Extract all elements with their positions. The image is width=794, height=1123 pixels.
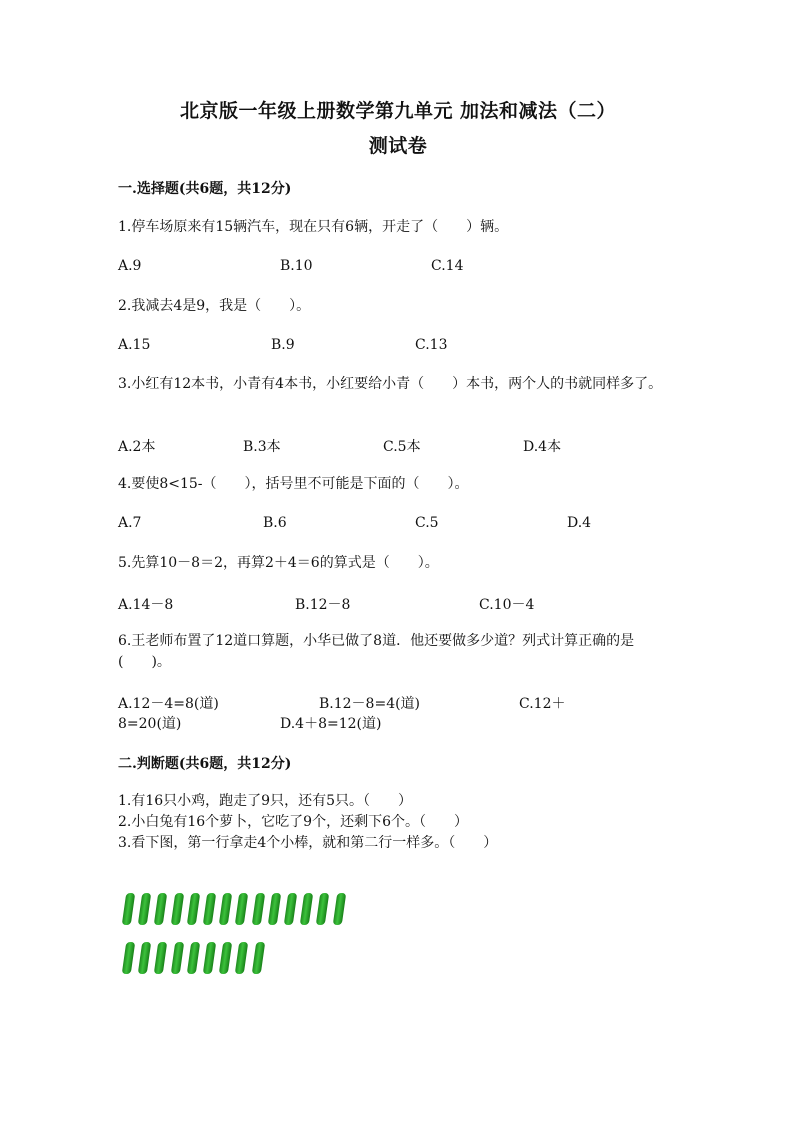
q1-option-a: A.9 bbox=[118, 258, 142, 274]
q3-option-b: B.3本 bbox=[243, 439, 281, 455]
stick bbox=[203, 893, 216, 925]
question-2: 2.我减去4是9，我是（ ）。 bbox=[118, 298, 311, 314]
stick bbox=[203, 942, 216, 974]
q5-option-c: C.10－4 bbox=[479, 597, 535, 613]
q4-option-d: D.4 bbox=[567, 515, 592, 531]
judge-3: 3.看下图，第一行拿走4个小棒，就和第二行一样多。（ ） bbox=[118, 835, 498, 851]
judge-2: 2.小白兔有16个萝卜，它吃了9个，还剩下6个。（ ） bbox=[118, 814, 468, 830]
question-3: 3.小红有12本书，小青有4本书，小红要给小青（ ）本书，两个人的书就同样多了。 bbox=[118, 376, 663, 392]
q6-option-c-continued: 8=20(道) bbox=[118, 716, 182, 732]
q3-option-c: C.5本 bbox=[383, 439, 421, 455]
q2-option-a: A.15 bbox=[118, 337, 151, 353]
stick bbox=[187, 893, 200, 925]
question-1: 1.停车场原来有15辆汽车，现在只有6辆，开走了（ ）辆。 bbox=[118, 219, 509, 235]
question-4: 4.要使8<15-（ ），括号里不可能是下面的（ ）。 bbox=[118, 476, 469, 492]
stick bbox=[300, 893, 313, 925]
page-subtitle: 测试卷 bbox=[368, 135, 428, 157]
stick bbox=[284, 893, 297, 925]
q4-option-a: A.7 bbox=[118, 515, 142, 531]
page-title: 北京版一年级上册数学第九单元 加法和减法（二） bbox=[179, 100, 617, 122]
question-6: 6.王老师布置了12道口算题，小华已做了8道．他还要做多少道？列式计算正确的是( )。 bbox=[118, 633, 635, 670]
stick bbox=[170, 942, 183, 974]
stick bbox=[219, 893, 232, 925]
stick bbox=[235, 942, 248, 974]
stick bbox=[251, 893, 264, 925]
section-heading-choice: 一.选择题(共6题，共12分) bbox=[118, 181, 292, 197]
stick bbox=[332, 893, 345, 925]
question-5: 5.先算10－8＝2，再算2＋4＝6的算式是（ ）。 bbox=[118, 555, 439, 571]
q6-option-a: A.12－4=8(道) bbox=[118, 696, 219, 712]
q6-option-b: B.12－8=4(道) bbox=[319, 696, 421, 712]
stick bbox=[138, 942, 151, 974]
q6-option-c: C.12＋ bbox=[519, 696, 566, 712]
stick bbox=[122, 893, 135, 925]
stick bbox=[268, 893, 281, 925]
q5-option-b: B.12－8 bbox=[295, 597, 351, 613]
stick bbox=[316, 893, 329, 925]
section-heading-judge: 二.判断题(共6题，共12分) bbox=[118, 756, 292, 772]
stick bbox=[138, 893, 151, 925]
q1-option-b: B.10 bbox=[280, 258, 313, 274]
stick bbox=[187, 942, 200, 974]
q1-option-c: C.14 bbox=[431, 258, 464, 274]
q4-option-c: C.5 bbox=[415, 515, 439, 531]
stick bbox=[235, 893, 248, 925]
stick bbox=[122, 942, 135, 974]
q2-option-b: B.9 bbox=[271, 337, 295, 353]
stick bbox=[154, 942, 167, 974]
judge-1: 1.有16只小鸡，跑走了9只，还有5只。（ ） bbox=[118, 793, 412, 809]
stick bbox=[154, 893, 167, 925]
q3-option-d: D.4本 bbox=[523, 439, 562, 455]
stick bbox=[170, 893, 183, 925]
q6-option-d: D.4＋8=12(道) bbox=[280, 716, 382, 732]
stick bbox=[251, 942, 264, 974]
q5-option-a: A.14－8 bbox=[118, 597, 174, 613]
q4-option-b: B.6 bbox=[263, 515, 287, 531]
stick bbox=[219, 942, 232, 974]
q2-option-c: C.13 bbox=[415, 337, 448, 353]
q3-option-a: A.2本 bbox=[118, 439, 156, 455]
